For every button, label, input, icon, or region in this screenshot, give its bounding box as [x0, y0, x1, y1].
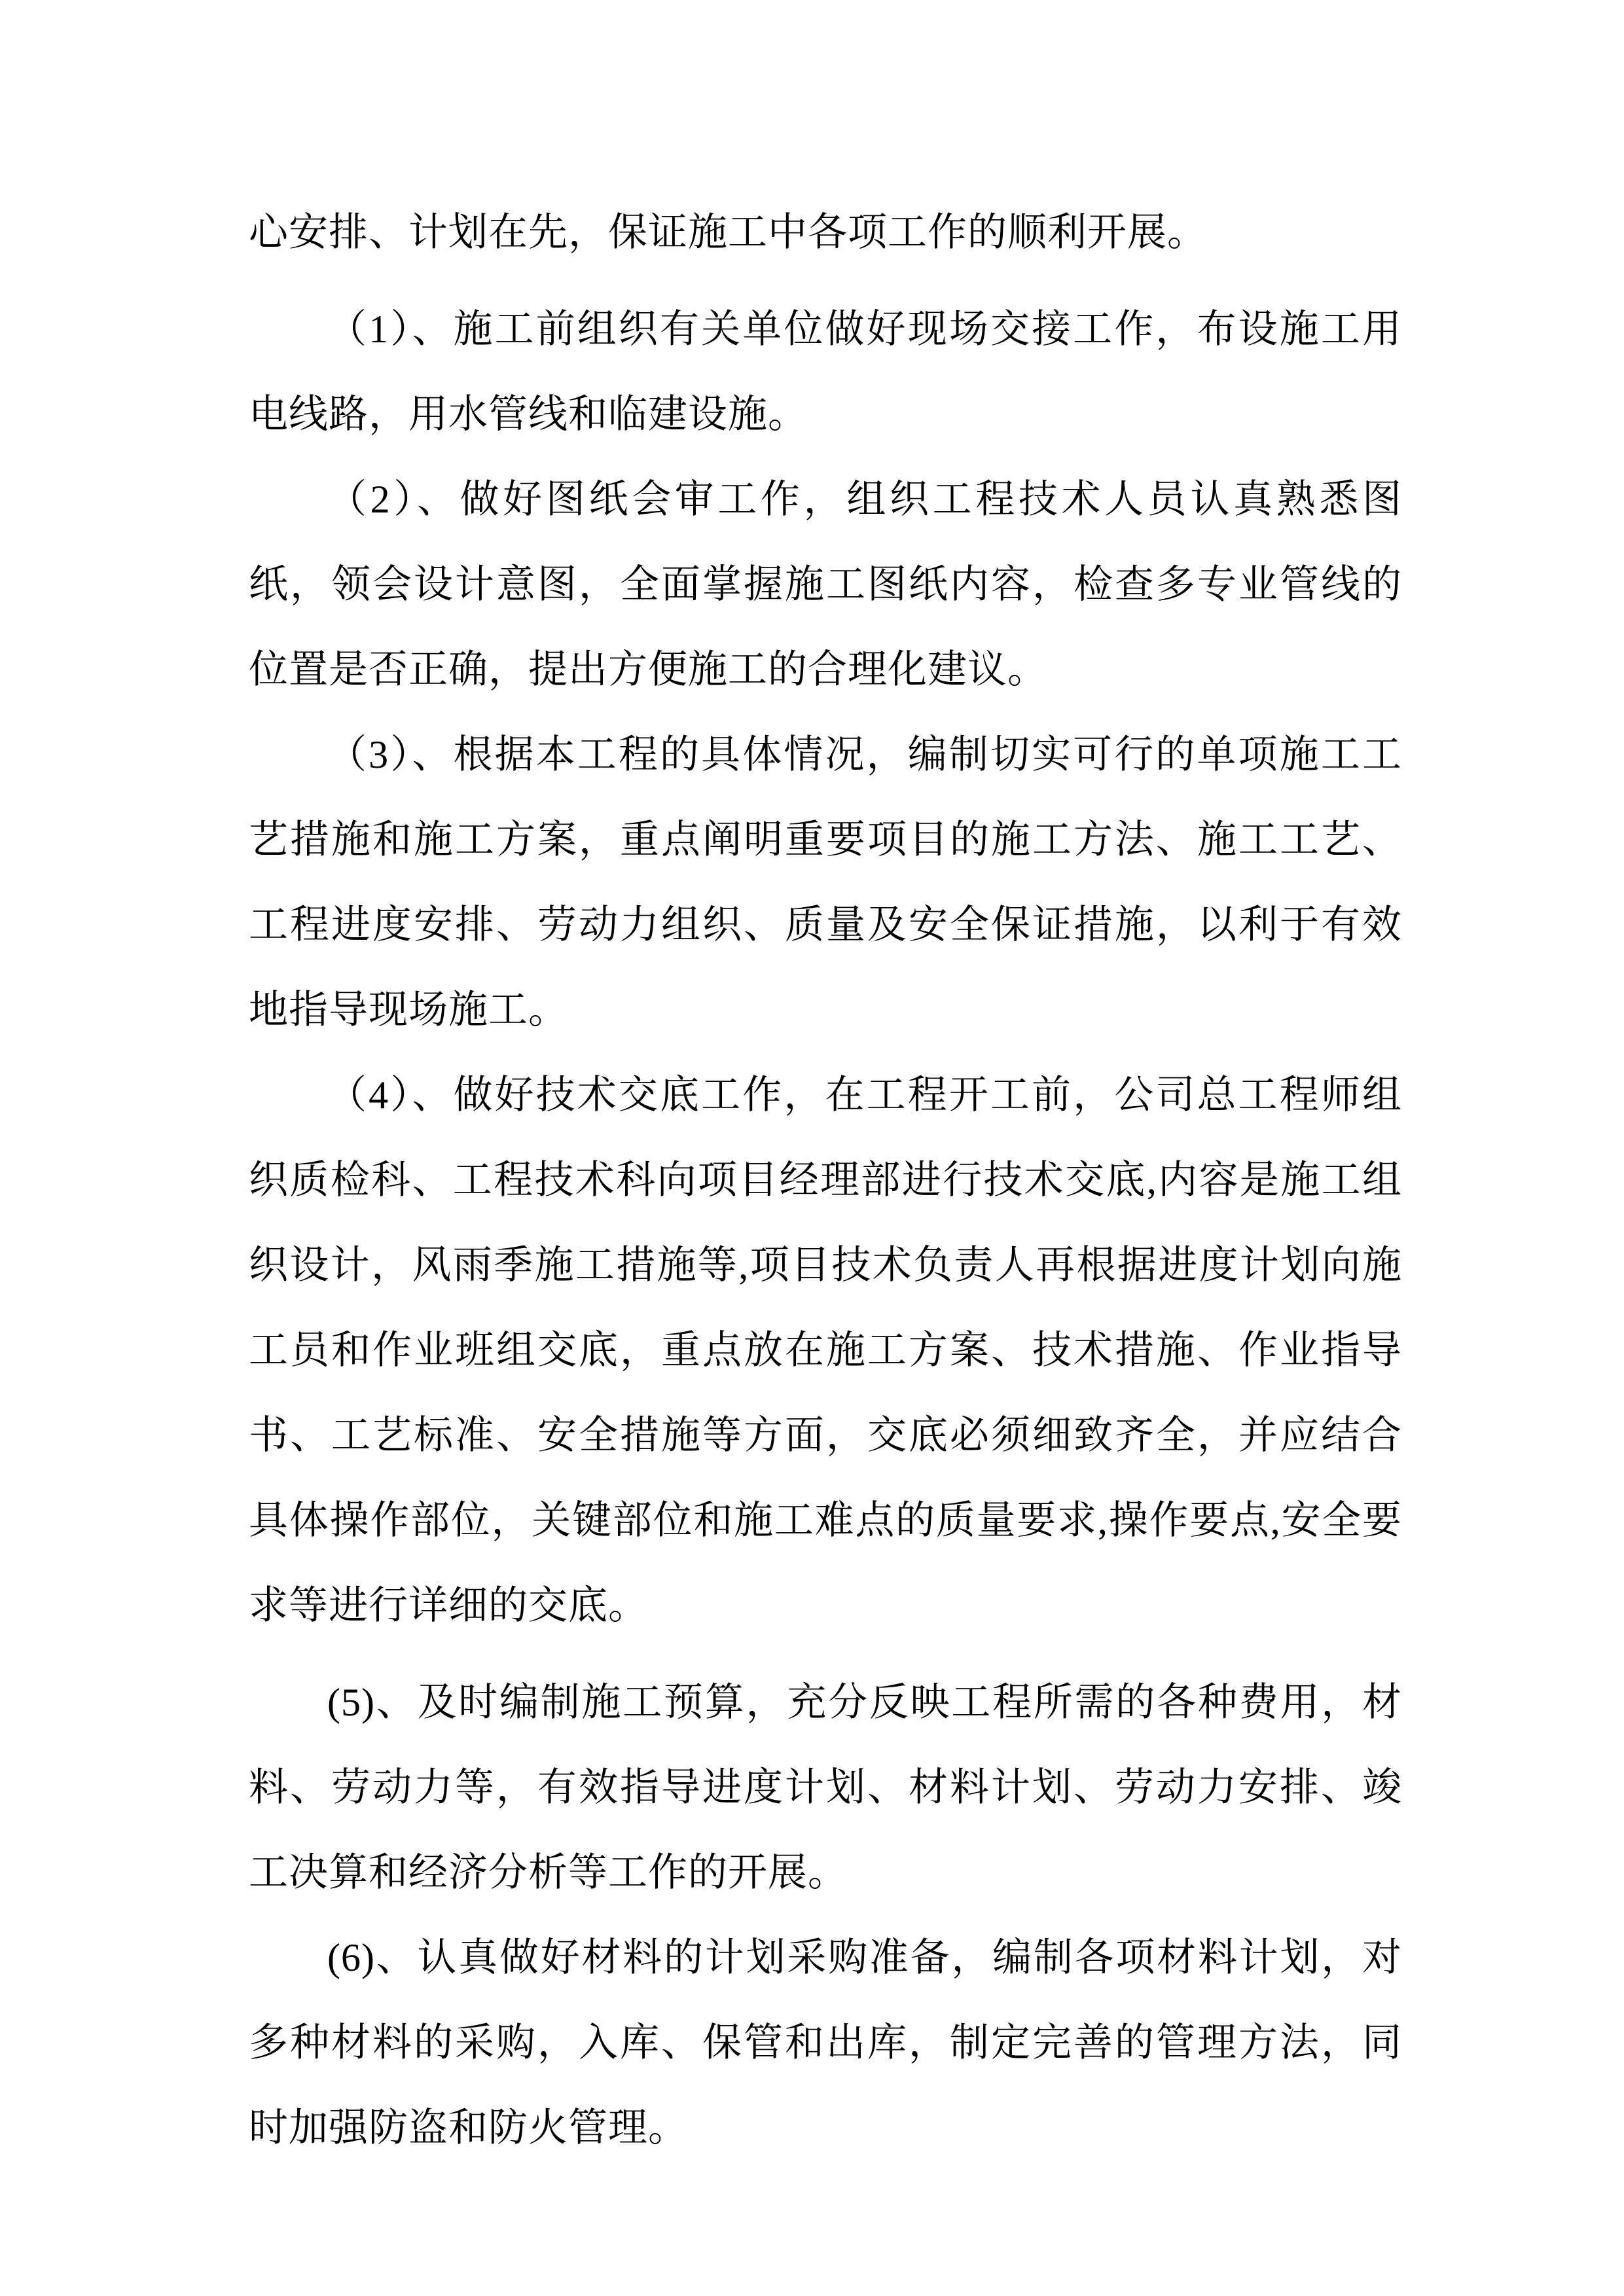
paragraph-item-2: （2）、做好图纸会审工作，组织工程技术人员认真熟悉图纸，领会设计意图，全面掌握施工图纸内容，检查多专业管线的位置是否正确，提出方便施工的合理化建议。: [249, 478, 1402, 691]
paragraph-item-4: （4）、做好技术交底工作，在工程开工前，公司总工程师组织质检科、工程技术科向项目经理部进行技术交底,内容是施工组织设计，风雨季施工措施等,项目技术负责人再根据进度计划向施工员和作业班组交底，重点放在施工方案、技术措施、作业指导书、工艺标准、安全措施等方面，交底必须细致齐全，并应结合具体操作部位，关键部位和施工难点的质量要求,操作要点,安全要求等进行详细的交底。: [249, 1073, 1402, 1627]
paragraph-item-6: (6)、认真做好材料的计划采购准备，编制各项材料计划，对多种材料的采购，入库、保管和出库，制定完善的管理方法，同时加强防盗和防火管理。: [249, 1936, 1402, 2149]
paragraph-item-5: (5)、及时编制施工预算，充分反映工程所需的各种费用，材料、劳动力等，有效指导进度计划、材料计划、劳动力安排、竣工决算和经济分析等工作的开展。: [249, 1681, 1402, 1894]
paragraph-item-3: （3）、根据本工程的具体情况，编制切实可行的单项施工工艺措施和施工方案，重点阐明重要项目的施工方法、施工工艺、工程进度安排、劳动力组织、质量及安全保证措施，以利于有效地指导现场施工。: [249, 733, 1402, 1031]
paragraph-item-1: （1）、施工前组织有关单位做好现场交接工作，布设施工用电线路，用水管线和临建设施。: [249, 308, 1402, 436]
document-body: [249, 190, 1402, 2170]
paragraph-continuation: 心安排、计划在先，保证施工中各项工作的顺利开展。: [249, 211, 1207, 254]
